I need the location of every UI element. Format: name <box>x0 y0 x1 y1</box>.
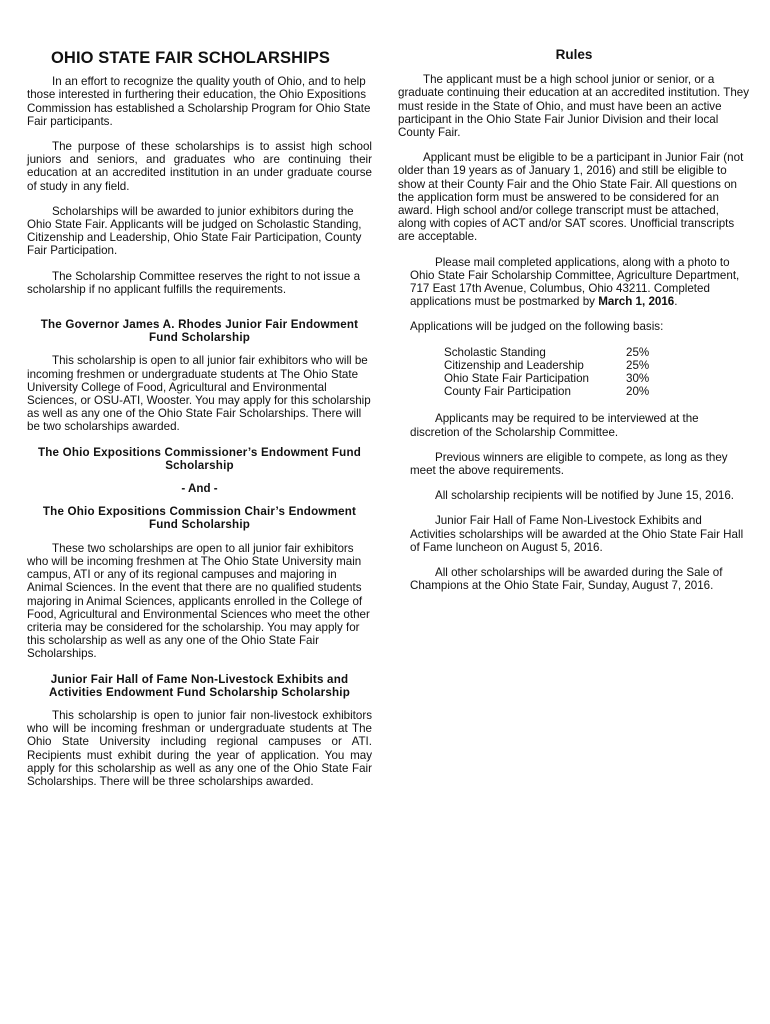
left-column <box>27 49 372 800</box>
basis-weight: 30% <box>626 372 650 386</box>
rules-title: Rules <box>555 47 593 62</box>
basis-weight: 20% <box>626 385 650 399</box>
basis-weight: 25% <box>626 358 650 372</box>
interview-paragraph: Applicants may be required to be interviewed at the discretion of the Scholarship Committee. <box>410 412 699 439</box>
intro-paragraph-4: The Scholarship Committee reserves the right to not issue a scholarship if no applicant fulfills the requirements. <box>27 269 361 296</box>
previous-winners-paragraph: Previous winners are eligible to compete, as long as they meet the above requirements. <box>410 450 728 478</box>
rules-eligibility-paragraph: The applicant must be a high school junior or senior, or a graduate continuing their education at an accredited institution. They must reside in the State of Ohio, and must have been an active participant in the Ohio State Fair Junior Division and their local County Fair. <box>398 73 750 140</box>
page-title: OHIO STATE FAIR SCHOLARSHIPS <box>51 49 331 67</box>
and-separator: - And - <box>181 482 218 496</box>
hall-of-fame-scholarship-heading: Junior Fair Hall of Fame Non-Livestock Exhibits and Activities Endowment Fund Scholarship Scholarship <box>49 672 350 699</box>
notification-paragraph: All scholarship recipients will be notified by June 15, 2016. <box>435 489 735 503</box>
judging-basis-table <box>444 346 750 399</box>
mailing-text-end: . <box>674 295 678 309</box>
basis-criterion: Ohio State Fair Participation <box>444 372 589 386</box>
intro-paragraph-3: Scholarships will be awarded to junior exhibitors during the Ohio State Fair. Applicants will be judged on Scholastic Standing, Citizenship and Leadership, Ohio State Fair Participation, County Fair Participation. <box>27 204 362 258</box>
commissioner-scholarship-heading: The Ohio Expositions Commissioner’s Endowment Fund Scholarship <box>37 445 362 472</box>
hall-of-fame-scholarship-body: This scholarship is open to junior fair non-livestock exhibitors who will be incoming freshman or undergraduate students at The Ohio State University including regional campuses or ATI. Recipients must exhibit during the year of application. You may apply for this scholarship as well as any one of the Ohio State Fair Scholarships. There will be three scholarships awarded. <box>27 708 372 788</box>
hall-of-fame-award-paragraph: Junior Fair Hall of Fame Non-Livestock Exhibits and Activities scholarships will be awarded at the Ohio State Fair Hall of Fame luncheon on August 5, 2016. <box>410 514 744 554</box>
basis-row <box>444 372 750 385</box>
basis-row <box>444 359 750 372</box>
rules-mailing-paragraph <box>398 256 750 309</box>
basis-criterion: County Fair Participation <box>444 385 571 399</box>
basis-criterion: Citizenship and Leadership <box>444 358 584 372</box>
postmark-deadline: March 1, 2016 <box>598 295 675 309</box>
basis-intro: Applications will be judged on the following basis: <box>410 320 664 334</box>
mailing-text: Please mail completed applications, along with a photo to Ohio State Fair Scholarship Committee, Agriculture Department, 717 East 17th Avenue, Columbus, Ohio 43211. Completed applications must be postmarked by <box>410 255 740 309</box>
rhodes-scholarship-heading: The Governor James A. Rhodes Junior Fair Endowment Fund Scholarship <box>40 318 359 345</box>
intro-paragraph-2: The purpose of these scholarships is to assist high school juniors and seniors, and graduates who are continuing their education at an accredited institution in an under graduate course of study in any field. <box>27 140 372 193</box>
basis-row <box>444 385 750 398</box>
basis-row <box>444 346 750 359</box>
basis-criterion: Scholastic Standing <box>444 345 546 359</box>
rhodes-scholarship-body: This scholarship is open to all junior fair exhibitors who will be incoming freshmen or undergraduate students at The Ohio State University College of Food, Agricultural and Environmental Sciences, or OSU-ATI, Wooster. You may apply for this scholarship as well as any one of the Ohio State Fair Scholarships. There will be two scholarships awarded. <box>27 354 371 434</box>
right-column <box>398 48 750 605</box>
rules-requirements-paragraph: Applicant must be eligible to be a participant in Junior Fair (not older than 19 years as of January 1, 2016) and still be eligible to show at their County Fair and the Ohio State Fair. All questions on the application form must be answered to be considered for an award. High school and/or college transcript must be attached, along with copies of ACT and/or SAT scores. Unofficial transcripts are acceptable. <box>398 151 744 244</box>
chair-scholarship-heading: The Ohio Expositions Commission Chair’s Endowment Fund Scholarship <box>42 505 357 532</box>
commissioner-scholarship-body: These two scholarships are open to all junior fair exhibitors who will be incoming freshmen at The Ohio State University main campus, ATI or any of its regional campuses and majoring in Animal Sciences. In the event that there are no qualified students majoring in Animal Sciences, applicants enrolled in the College of Food, Agricultural and Environmental Sciences who meet the other criteria may be considered for the scholarship. You may apply for this scholarship as well as any one of the Ohio State Fair Scholarships. <box>27 541 370 661</box>
basis-weight: 25% <box>626 345 650 359</box>
sale-of-champions-paragraph: All other scholarships will be awarded during the Sale of Champions at the Ohio State Fair, Sunday, August 7, 2016. <box>410 566 723 593</box>
intro-paragraph-1: In an effort to recognize the quality youth of Ohio, and to help those interested in furthering their education, the Ohio Expositions Commission has established a Scholarship Program for Ohio State Fair participants. <box>27 75 371 128</box>
